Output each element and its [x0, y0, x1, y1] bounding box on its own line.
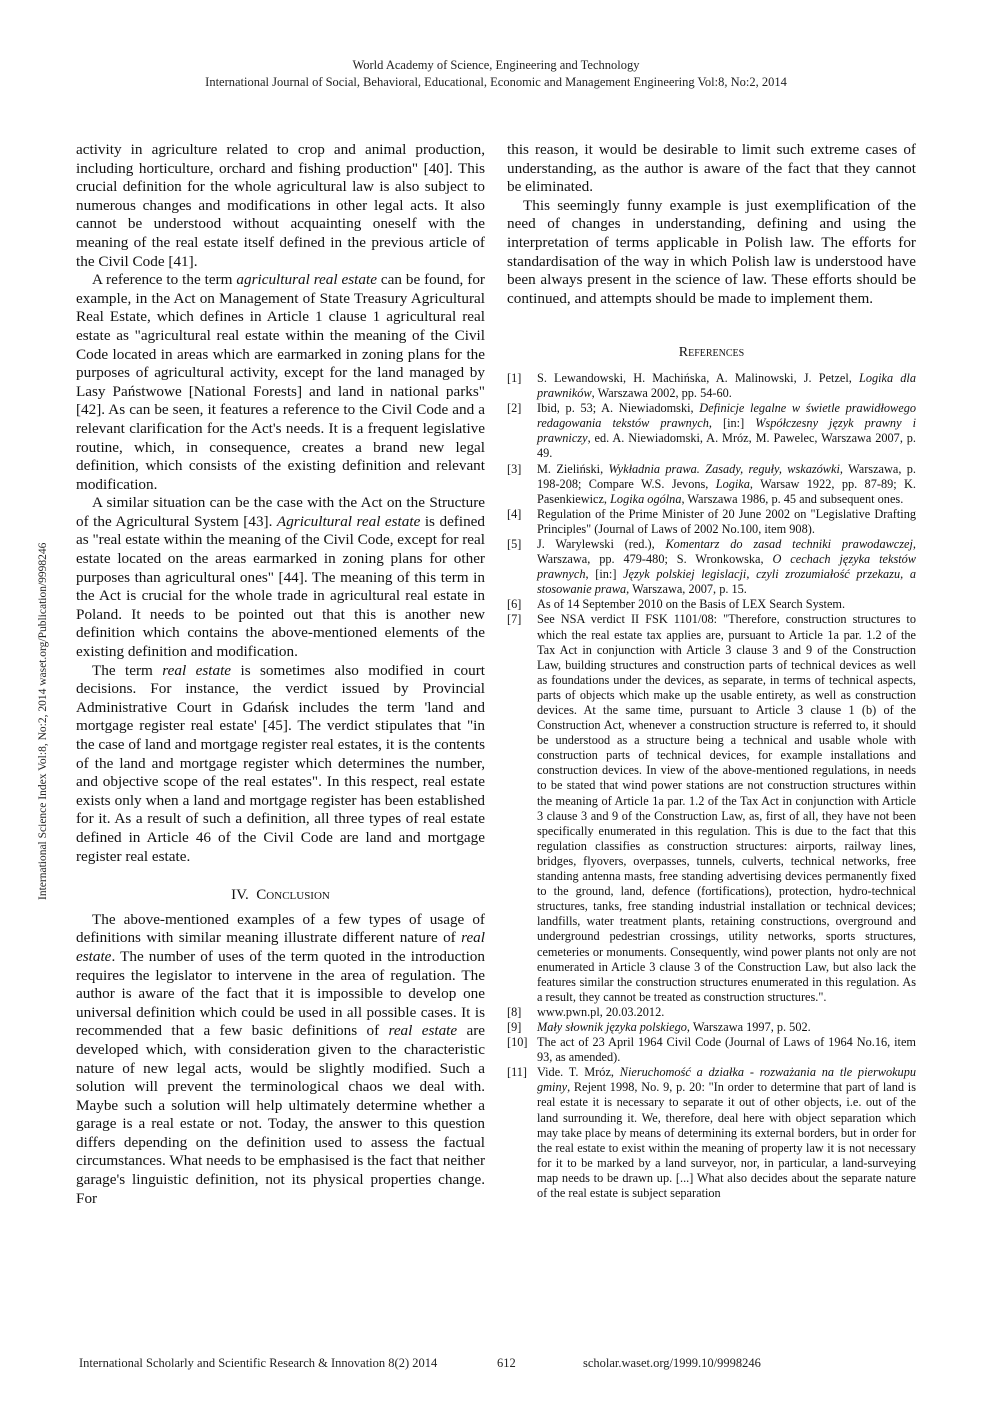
- reference-item: [9] Mały słownik języka polskiego, Warszawa 1997, p. 502.: [507, 1019, 811, 1034]
- reference-item: [5] J. Warylewski (red.), Komentarz do zasad techniki prawodawczej, Warszawa, pp. 479-480; S. Wronkowska, O cechach języka tekstów prawnych, [in:] Język polskiej legislacji, czyli zrozumiałość przekazu, a stosowanie prawa, Warszawa, 2007, p. 15.: [507, 536, 916, 597]
- paragraph: this reason, it would be desirable to limit such extreme cases of understanding, as the author is aware of the fact that they cannot be eliminated.: [507, 141, 916, 196]
- reference-item: [2] Ibid, p. 53; A. Niewiadomski, Definicje legalne w świetle prawidłowego redagowania tekstów prawnych, [in:] Współczesny język prawny i prawniczy, ed. A. Niewiadomski, A. Mróz, M. Pawelec, Warszawa 2007, p. 49.: [507, 401, 916, 461]
- paragraph: The above-mentioned examples of a few types of usage of definitions with similar meaning illustrate different nature of real estate. The number of uses of the term quoted in the introduction requires the legislator to intervene in the area of regulation. The author is aware of the fact that it is impossible to develop one universal definition which could be used in all possible cases. It is recommended that a few basic definitions of real estate are developed which, with consideration given to the characteristic nature of new legal acts, would be slightly modified. Such a solution will prevent the terminological chaos we deal with. Maybe such a solution will help ultimately determine whether a garage is a real estate or not. Today, the answer to this question differs depending on the definition used to assess the factual circumstances. What needs to be emphasised is the fact that neither garage's linguistic definition, not its physical properties change. For: [76, 910, 486, 1207]
- reference-item: [6] As of 14 September 2010 on the Basis of LEX Search System.: [507, 597, 846, 612]
- paragraph: This seemingly funny example is just exemplification of the need of changes in understanding, defining and using the interpretation of terms applicable in Polish law. The efforts for standardisation of the way in which Polish law is understood have been always present in the science of law. These efforts should be continued, and attempts should be made to implement them.: [507, 196, 916, 307]
- paragraph: A similar situation can be the case with the Act on the Structure of the Agricultural System [43]. Agricultural real estate is defined as "real estate within the meaning of the Civil Code, except for real estate located on the areas earmarked in zoning plans for other purposes than agricultural ones" [44]. The meaning of this term in the Act is crucial for the whole trade in agricultural real estate in Poland. It needs to be pointed out that this is another new definition which contains the above-mentioned elements of the existing definition and modification.: [76, 494, 486, 661]
- footer-url: scholar.waset.org/1999.10/9998246: [583, 1356, 761, 1370]
- paragraph: A reference to the term agricultural real estate can be found, for example, in the Act on Management of State Treasury Agricultural Real Estate, which defines in Article 1 clause 1 agricultural real estate as "agricultural real estate within the meaning of the Civil Code located in areas which are earmarked in zoning plans for the purposes of agricultural activity, except for the land managed by Lasy Państwowe [National Forests] and land in national parks" [42]. As can be seen, it features a reference to the Civil Code and a relevant clarification for the Act's needs. It is a frequent legislative routine, which, in consequence, creates a brand new legal definition, which consists of the existing definition and relevant modification.: [76, 271, 485, 493]
- sidebar-citation: International Science Index Vol:8, No:2, 2014 waset.org/Publication/9998246: [37, 542, 49, 900]
- reference-item: [1] S. Lewandowski, H. Machińska, A. Malinowski, J. Petzel, Logika dla prawników, Warszawa 2002, pp. 54-60.: [507, 370, 916, 401]
- reference-item: [8] www.pwn.pl, 20.03.2012.: [507, 1004, 665, 1019]
- footer-journal: International Scholarly and Scientific Research & Innovation 8(2) 2014: [79, 1356, 438, 1370]
- reference-item: [10] The act of 23 April 1964 Civil Code (Journal of Laws of 1964 No.16, item 93, as amended).: [507, 1035, 916, 1065]
- left-column: [76, 141, 485, 1208]
- references-heading: References: [678, 345, 745, 361]
- paragraph: The term real estate is sometimes also modified in court decisions. For instance, the verdict issued by Provincial Administrative Court in Gdańsk includes the term 'land and mortgage register real estate' [45]. The verdict stipulates that "in the case of land and mortgage register real estates, it is the contents of the land and mortgage register which determines the number, and objective scope of the real estates". In this respect, real estate exists only when a land and mortgage register has been established for it. As a result of such a definition, all three types of real estate defined in Article 46 of the Civil Code are land and mortgage register real estate.: [76, 661, 485, 865]
- reference-item: [11] Vide. T. Mróz, Nieruchomość a działka - rozważania na tle pierwokupu gminy, Rejent 1998, No. 9, p. 20: "In order to determine that part of land is real estate it is necessary to separate it out of other objects, i.e. out of the land surrounding it. We, therefore, deal here with object separation which may take place by means of determining its external borders, but in order for the real estate to exist within the meaning of property law it is not necessary for it to be marked by a land surveyor, nor, in particular, a land-surveying map needs to be drawn up. [...] What also decides about the separate nature of the real estate is subject separation: [507, 1065, 916, 1200]
- reference-item: [4] Regulation of the Prime Minister of 20 June 2002 on "Legislative Drafting Principles" (Journal of Laws of 2002 No.100, item 908).: [507, 506, 916, 536]
- reference-item: [3] M. Zieliński, Wykładnia prawa. Zasady, reguły, wskazówki, Warszawa, p. 198-208; Compare W.S. Jevons, Logika, Warsaw 1922, pp. 87-89; K. Pasenkiewicz, Logika ogólna, Warszawa 1986, p. 45 and subsequent ones.: [507, 461, 916, 506]
- reference-item: [7] See NSA verdict II FSK 1101/08: "Therefore, construction structures to which the real estate tax applies are, pursuant to Article 1a par. 1.2 of the Tax Act in conjunction with Article 3 clause 3 and 9 of the Construction Law, building structures and construction parts of technical devices as well as foundations under the devices, as separate, in terms of technical aspects, parts of objects which make up the usable entirety, as well as construction devices. At the same time, pursuant to Article 3 clause 1 (b) of the Construction Act, whenever a construction structure is referred to, it should be understood as a structure being a technical and usable whole with construction parts of technical devices, for example installations and construction devices. In view of the above-mentioned regulations, in needs to be stated that wind power stations are not construction structures within the meaning of Article 1a par. 1.2 of the Tax Act in conjunction with Article 3 clause 3 and 9 of the Construction Law, as, first of all, they have not been specifically enumerated in this regulation. This is due to the fact that this regulation classifies as construction structures: airports, railway lines, bridges, flyovers, overpasses, tunnels, culverts, technical networks, free standing antenna masts, free standing advertising devices permanently fixed to the ground, land, defence (fortifications), protection, hydro-technical structures, tanks, free standing industrial installation or technical devices; landfills, water treatment plants, retaining constructions, overground and underground pedestrian crossings, utility networks, sports structures, cemeteries or monuments. Consequently, wind power plants not only are not enumerated in Article 3 clause 3 of the Construction Law, but also lack the features similar the construction structures enumerated in this regulation. As a result, they cannot be treated as construction structures.".: [507, 612, 916, 1004]
- paragraph: activity in agriculture related to crop and animal production, including horticulture, orchard and fishing production" [40]. This crucial definition for the whole agricultural law is also subject to numerous changes and modifications in other legal acts. It also cannot be understood without acquainting oneself with the meaning of the real estate itself defined in the previous article of the Civil Code [41].: [76, 141, 485, 270]
- section-heading: IV. Conclusion: [231, 887, 330, 904]
- page-number: 612: [497, 1356, 516, 1370]
- reference-list: [507, 371, 916, 1201]
- journal-header-line2: International Journal of Social, Behavioral, Educational, Economic and Management Engineering Vol:8, No:2, 2014: [205, 75, 787, 89]
- right-column: [507, 141, 916, 1201]
- journal-header-line1: World Academy of Science, Engineering and Technology: [352, 58, 640, 72]
